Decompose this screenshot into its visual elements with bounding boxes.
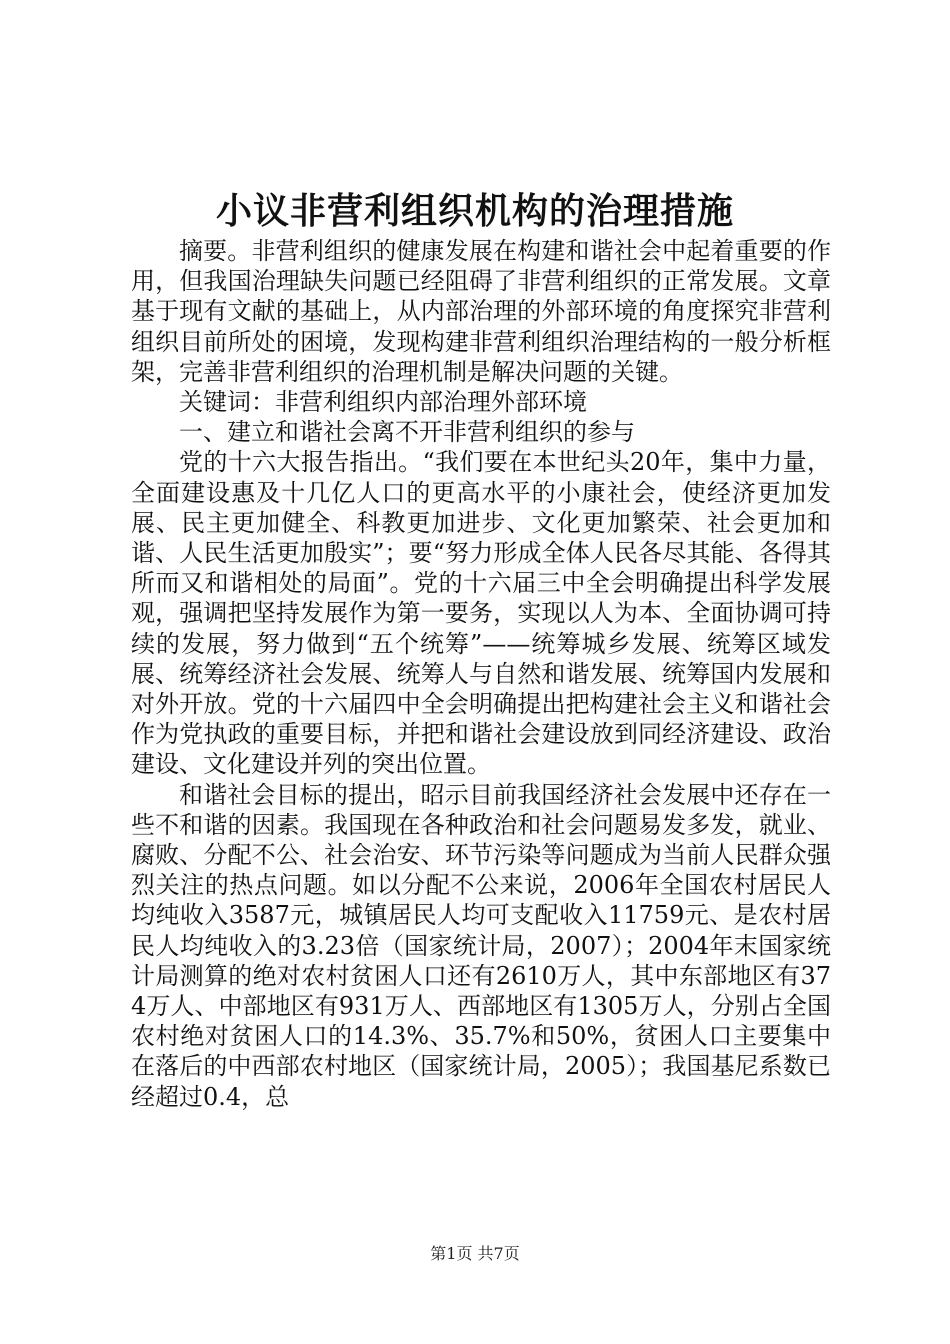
keywords-paragraph: 关键词：非营利组织内部治理外部环境	[179, 388, 587, 417]
section-heading: 一、建立和谐社会离不开非营利组织的参与	[179, 418, 635, 447]
body-paragraph: 和谐社会目标的提出，昭示目前我国经济社会发展中还存在一些不和谐的因素。我国现在各种政治和社会问题易发多发，就业、腐败、分配不公、社会治安、环节污染等问题成为当前人民群众强烈关注的热点问题。如以分配不公来说，2006年全国农村居民人均纯收入3587元，城镇居民人均可支配收入11759元、是农村居民人均纯收入的3.23倍（国家统计局，2007）；2004年末国家统计局测算的绝对农村贫困人口还有2610万人，其中东部地区有374万人、中部地区有931万人、西部地区有1305万人，分别占全国农村绝对贫困人口的14.3%、35.7%和50%，贫困人口主要集中在落后的中西部农村地区（国家统计局，2005）；我国基尼系数已经超过0.4，总	[131, 780, 831, 1111]
abstract-paragraph: 摘要。非营利组织的健康发展在构建和谐社会中起着重要的作用，但我国治理缺失问题已经阻碍了非营利组织的正常发展。文章基于现有文献的基础上，从内部治理的外部环境的角度探究非营利组织目前所处的困境，发现构建非营利组织治理结构的一般分析框架，完善非营利组织的治理机制是解决问题的关键。	[131, 237, 831, 386]
body-paragraph: 党的十六大报告指出。“我们要在本世纪头20年，集中力量，全面建设惠及十几亿人口的更高水平的小康社会，使经济更加发展、民主更加健全、科教更加进步、文化更加繁荣、社会更加和谐、人民生活更加殷实”；要“努力形成全体人民各尽其能、各得其所而又和谐相处的局面”。党的十六届三中全会明确提出科学发展观，强调把坚持发展作为第一要务，实现以人为本、全面协调可持续的发展，努力做到“五个统筹”——统筹城乡发展、统筹区域发展、统筹经济社会发展、统筹人与自然和谐发展、统筹国内发展和对外开放。党的十六届四中全会明确提出把构建社会主义和谐社会作为党执政的重要目标，并把和谐社会建设放到同经济建设、政治建设、文化建设并列的突出位置。	[131, 448, 831, 779]
page-number-footer: 第1页 共7页	[430, 1244, 520, 1263]
document-title: 小议非营利组织机构的治理措施	[215, 190, 734, 232]
document-body	[131, 236, 831, 1112]
